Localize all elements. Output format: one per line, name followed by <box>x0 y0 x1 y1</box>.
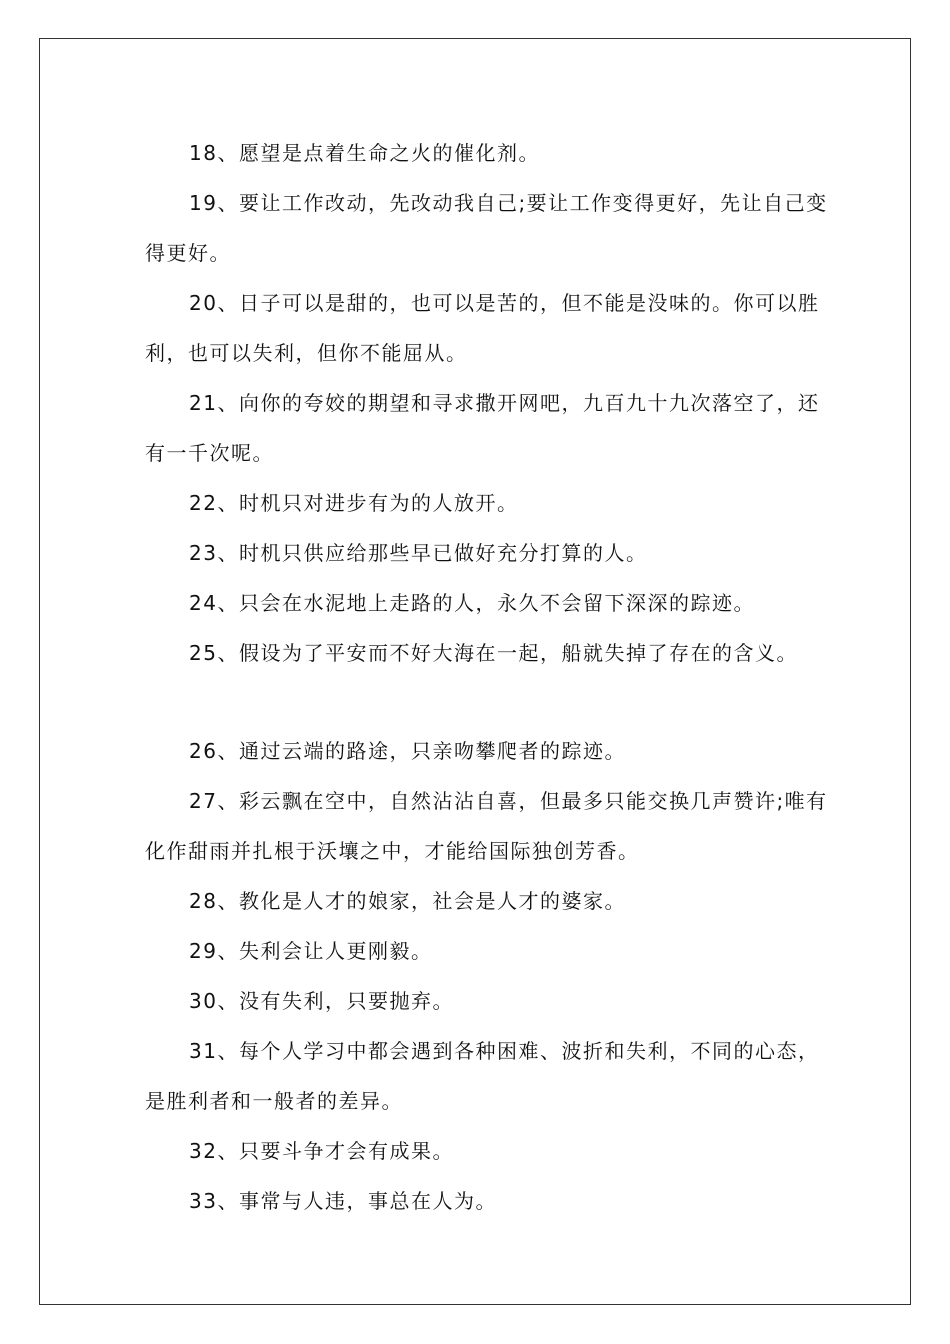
paragraph-28: 28、教化是人才的娘家，社会是人才的婆家。 <box>189 889 626 913</box>
paragraph-30: 30、没有失利，只要抛弃。 <box>189 989 454 1013</box>
paragraph-25: 25、假设为了平安而不好大海在一起，船就失掉了存在的含义。 <box>189 641 798 665</box>
paragraph-33: 33、事常与人违，事总在人为。 <box>189 1189 497 1213</box>
paragraph-27: 27、彩云飘在空中，自然沾沾自喜，但最多只能交换几声赞许;唯有化作甜雨并扎根于沃壤之中，才能给国际独创芳香。 <box>145 789 828 863</box>
paragraph-31: 31、每个人学习中都会遇到各种困难、波折和失利，不同的心态，是胜利者和一般者的差异。 <box>145 1039 820 1113</box>
paragraph-19: 19、要让工作改动，先改动我自己;要让工作变得更好，先让自己变得更好。 <box>145 191 828 265</box>
paragraph-20: 20、日子可以是甜的，也可以是苦的，但不能是没味的。你可以胜利，也可以失利，但你不能屈从。 <box>145 291 820 365</box>
paragraph-21: 21、向你的夸姣的期望和寻求撒开网吧，九百九十九次落空了，还有一千次呢。 <box>145 391 820 465</box>
paragraph-24: 24、只会在水泥地上走路的人，永久不会留下深深的踪迹。 <box>189 591 755 615</box>
paragraph-32: 32、只要斗争才会有成果。 <box>189 1139 454 1163</box>
document-body <box>145 128 835 1226</box>
paragraph-18: 18、愿望是点着生命之火的催化剂。 <box>189 141 540 165</box>
section-gap <box>145 678 835 726</box>
paragraph-22: 22、时机只对进步有为的人放开。 <box>189 491 519 515</box>
paragraph-23: 23、时机只供应给那些早已做好充分打算的人。 <box>189 541 648 565</box>
paragraph-26: 26、通过云端的路途，只亲吻攀爬者的踪迹。 <box>189 739 626 763</box>
paragraph-29: 29、失利会让人更刚毅。 <box>189 939 433 963</box>
